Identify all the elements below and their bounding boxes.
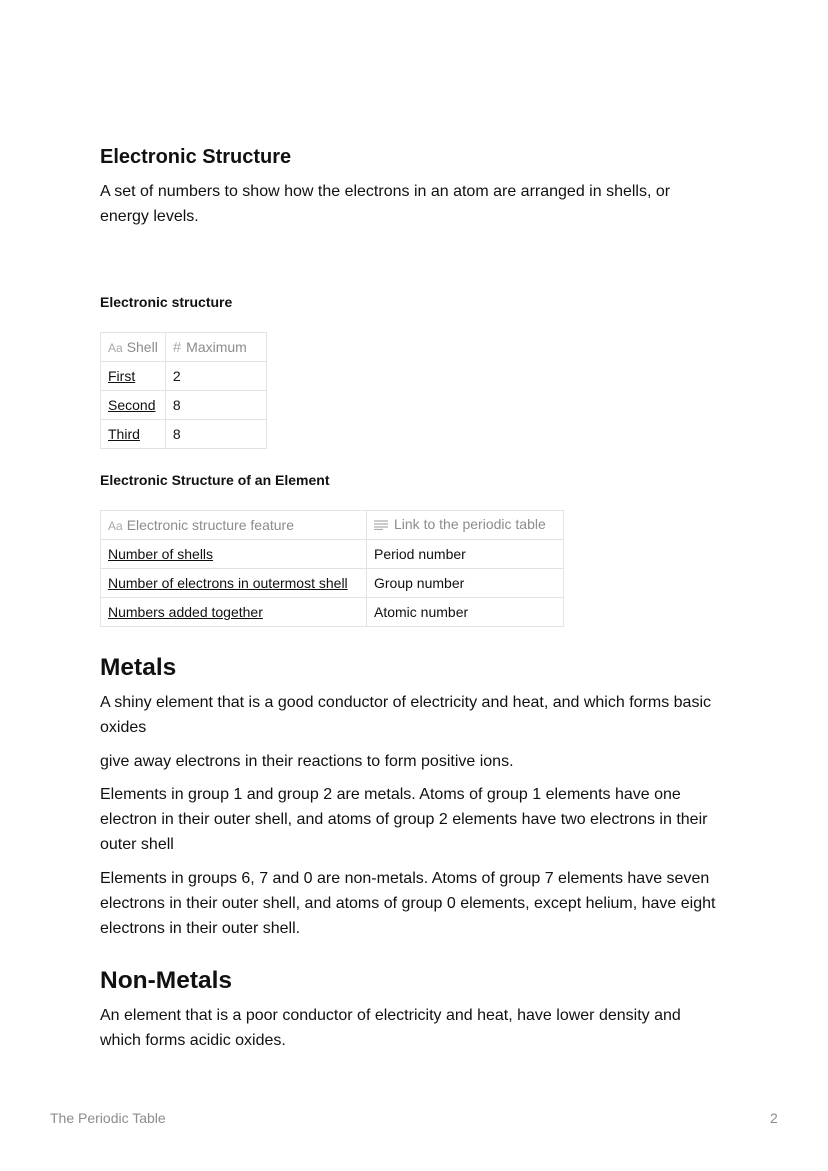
table-row (101, 420, 267, 449)
row-link[interactable]: Second (108, 397, 156, 413)
row-link[interactable]: Numbers added together (108, 604, 263, 620)
metals-paragraph: give away electrons in their reactions to form positive ions. (100, 753, 514, 770)
cell-link: Group number (367, 569, 564, 598)
cell-feature (101, 569, 367, 598)
row-link[interactable]: Third (108, 426, 140, 442)
cell-maximum: 8 (165, 420, 266, 449)
cell-maximum: 2 (165, 362, 266, 391)
cell-feature (101, 598, 367, 627)
table-shells-caption: Electronic structure (100, 294, 233, 310)
table-row (101, 598, 564, 627)
page-number: 2 (770, 1110, 778, 1126)
table-shells (100, 332, 267, 449)
text-lines-icon (374, 517, 388, 533)
table-row (101, 391, 267, 420)
metals-paragraph: Elements in group 1 and group 2 are metals. Atoms of group 1 elements have one electron in their outer shell, and atoms of group 2 elements have two electrons in their outer shell (100, 786, 708, 853)
title-property-icon: Aa (108, 519, 123, 533)
electronic-structure-definition: A set of numbers to show how the electrons in an atom are arranged in shells, or energy levels. (100, 183, 671, 225)
number-property-icon: # (172, 338, 182, 356)
column-header-maximum[interactable]: # Maximum (165, 333, 266, 362)
heading-electronic-structure: Electronic Structure (100, 146, 292, 168)
cell-shell (101, 362, 166, 391)
heading-metals: Metals (100, 654, 177, 681)
table-row (101, 540, 564, 569)
non-metals-definition: An element that is a poor conductor of electricity and heat, have lower density and which forms acidic oxides. (100, 1007, 681, 1049)
metals-paragraph: Elements in groups 6, 7 and 0 are non-metals. Atoms of group 7 elements have seven electrons in their outer shell, and atoms of group 0 elements, except helium, have eight electrons in their outer shell. (100, 870, 716, 937)
row-link[interactable]: First (108, 368, 136, 384)
table-element (100, 510, 564, 627)
cell-link: Period number (367, 540, 564, 569)
heading-non-metals: Non-Metals (100, 967, 233, 994)
table-row (101, 362, 267, 391)
cell-maximum: 8 (165, 391, 266, 420)
table-element-caption: Electronic Structure of an Element (100, 472, 330, 488)
table-row (101, 569, 564, 598)
cell-shell (101, 391, 166, 420)
cell-feature (101, 540, 367, 569)
title-property-icon: Aa (108, 341, 123, 355)
footer-title: The Periodic Table (50, 1110, 166, 1126)
column-header-shell[interactable]: Aa Shell (101, 333, 166, 362)
column-header-feature[interactable]: Aa Electronic structure feature (101, 511, 367, 540)
cell-shell (101, 420, 166, 449)
column-header-link[interactable]: Link to the periodic table (367, 511, 564, 540)
row-link[interactable]: Number of shells (108, 546, 214, 562)
table-header-row (101, 511, 564, 540)
cell-link: Atomic number (367, 598, 564, 627)
metals-paragraph: A shiny element that is a good conductor of electricity and heat, and which forms basic oxides (100, 694, 711, 736)
table-header-row (101, 333, 267, 362)
row-link[interactable]: Number of electrons in outermost shell (108, 575, 348, 591)
